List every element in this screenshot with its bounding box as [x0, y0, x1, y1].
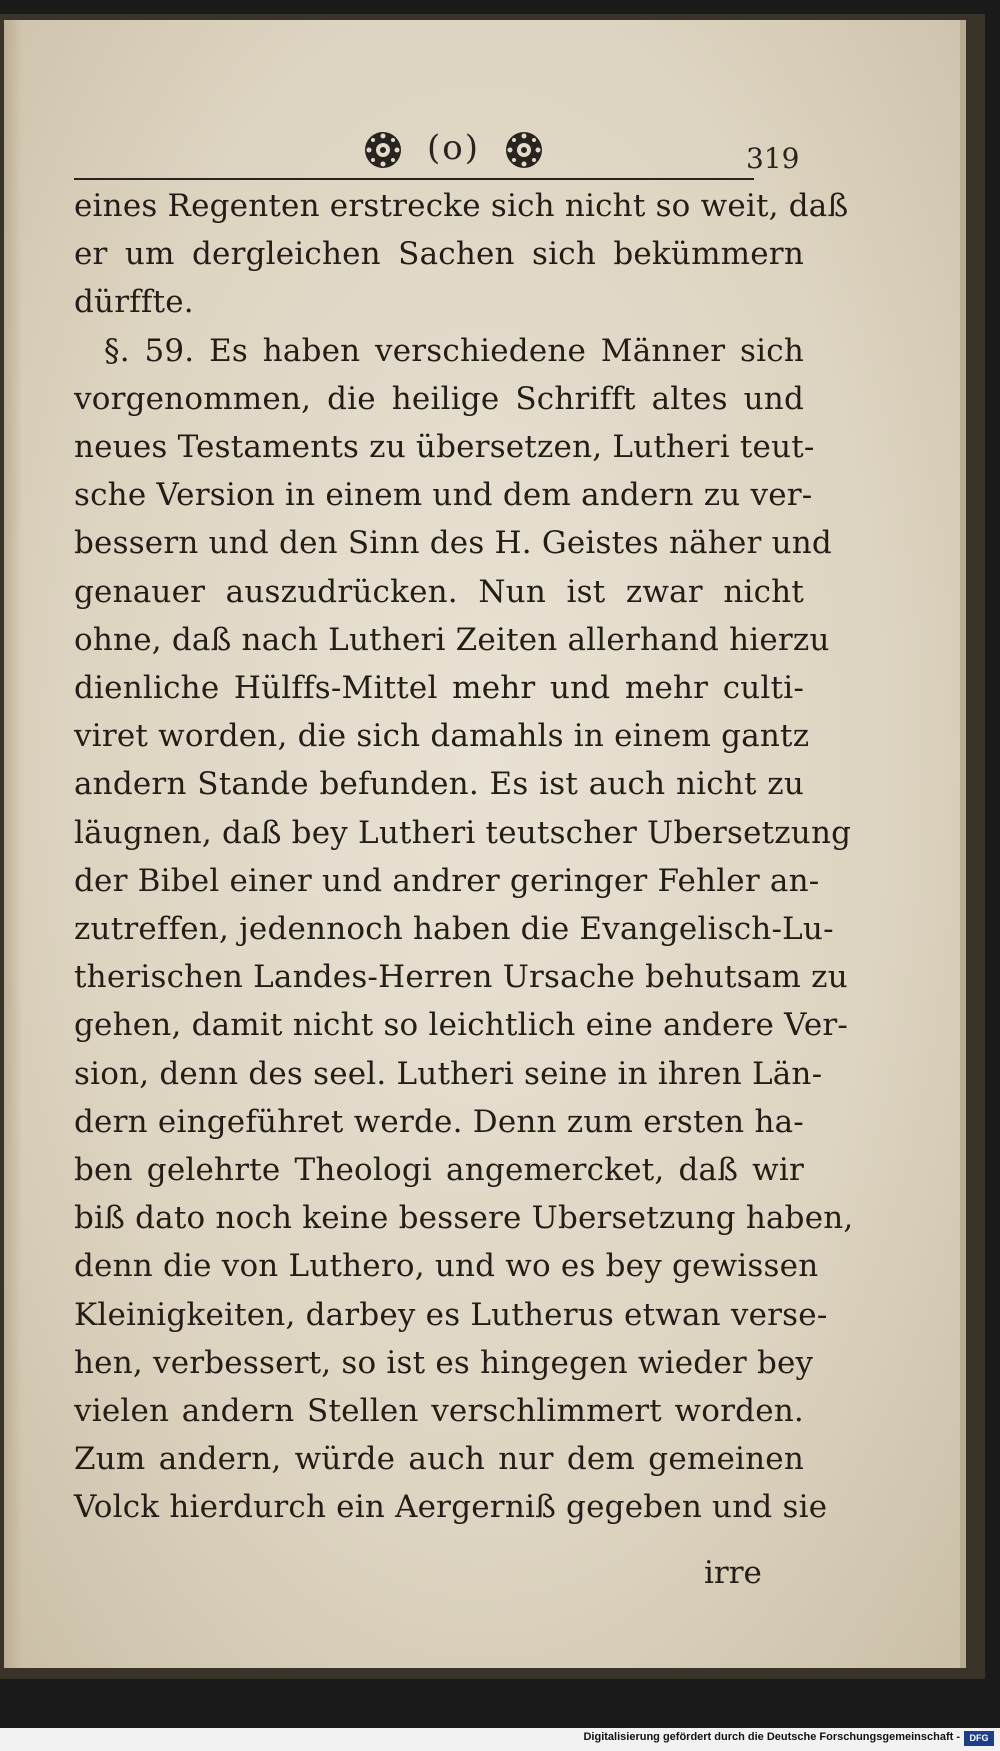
- text-line: Zum andern, würde auch nur dem gemeinen: [74, 1441, 804, 1478]
- page-header: [74, 128, 814, 178]
- text-line: biß dato noch keine bessere Ubersetzung haben,: [74, 1200, 854, 1237]
- flower-ornament-icon: [361, 128, 405, 172]
- body-text: [74, 182, 854, 1532]
- digitization-footer: [0, 1728, 1000, 1751]
- funding-credit: Digitalisierung gefördert durch die Deutsche Forschungsgemeinschaft -: [583, 1731, 960, 1743]
- text-line: er um dergleichen Sachen sich bekümmern: [74, 236, 804, 273]
- book-page: [4, 20, 966, 1668]
- dfg-logo-icon: DFG: [964, 1731, 994, 1746]
- text-line: vorgenommen, die heilige Schrifft altes und: [74, 380, 804, 417]
- signature-mark: (o): [427, 128, 480, 168]
- text-line: zutreffen, jedennoch haben die Evangelisch-Lu-: [74, 911, 834, 948]
- text-line: therischen Landes-Herren Ursache behutsam zu: [74, 959, 848, 996]
- text-line: andern Stande befunden. Es ist auch nicht zu: [74, 766, 804, 803]
- text-line: bessern und den Sinn des H. Geistes näher und: [74, 525, 832, 562]
- text-line: dürffte.: [74, 284, 194, 321]
- text-line: eines Regenten erstrecke sich nicht so weit, daß: [74, 188, 849, 224]
- text-line: Volck hierdurch ein Aergerniß gegeben und sie: [74, 1489, 828, 1526]
- text-line: der Bibel einer und andrer geringer Fehler an-: [74, 862, 820, 899]
- text-line: denn die von Luthero, und wo es bey gewissen: [74, 1248, 819, 1285]
- text-line: viret worden, die sich damahls in einem gantz: [74, 718, 810, 755]
- text-line: läugnen, daß bey Lutheri teutscher Ubersetzung: [74, 814, 852, 851]
- catchword: irre: [704, 1555, 762, 1591]
- page-number: 319: [746, 142, 800, 175]
- text-line: vielen andern Stellen verschlimmert worden.: [74, 1393, 804, 1430]
- flower-ornament-icon: [502, 128, 546, 172]
- text-line: ohne, daß nach Lutheri Zeiten allerhand hierzu: [74, 621, 830, 658]
- text-line: §. 59. Es haben verschiedene Männer sich: [104, 332, 804, 369]
- text-line: gehen, damit nicht so leichtlich eine andere Ver-: [74, 1007, 849, 1044]
- text-line: hen, verbessert, so ist es hingegen wieder bey: [74, 1344, 814, 1381]
- text-line: neues Testaments zu übersetzen, Lutheri teut-: [74, 429, 815, 466]
- text-line: genauer auszudrücken. Nun ist zwar nicht: [74, 573, 804, 610]
- text-line: Kleinigkeiten, darbey es Lutherus etwan verse-: [74, 1296, 828, 1333]
- text-line: sion, denn des seel. Lutheri seine in ihren Län-: [74, 1055, 823, 1092]
- text-line: ben gelehrte Theologi angemercket, daß wir: [74, 1152, 804, 1189]
- text-line: sche Version in einem und dem andern zu ver-: [74, 477, 813, 514]
- text-line: dienliche Hülffs-Mittel mehr und mehr culti-: [74, 670, 804, 707]
- text-line: dern eingeführet werde. Denn zum ersten ha-: [74, 1103, 804, 1140]
- header-rule: [74, 178, 754, 180]
